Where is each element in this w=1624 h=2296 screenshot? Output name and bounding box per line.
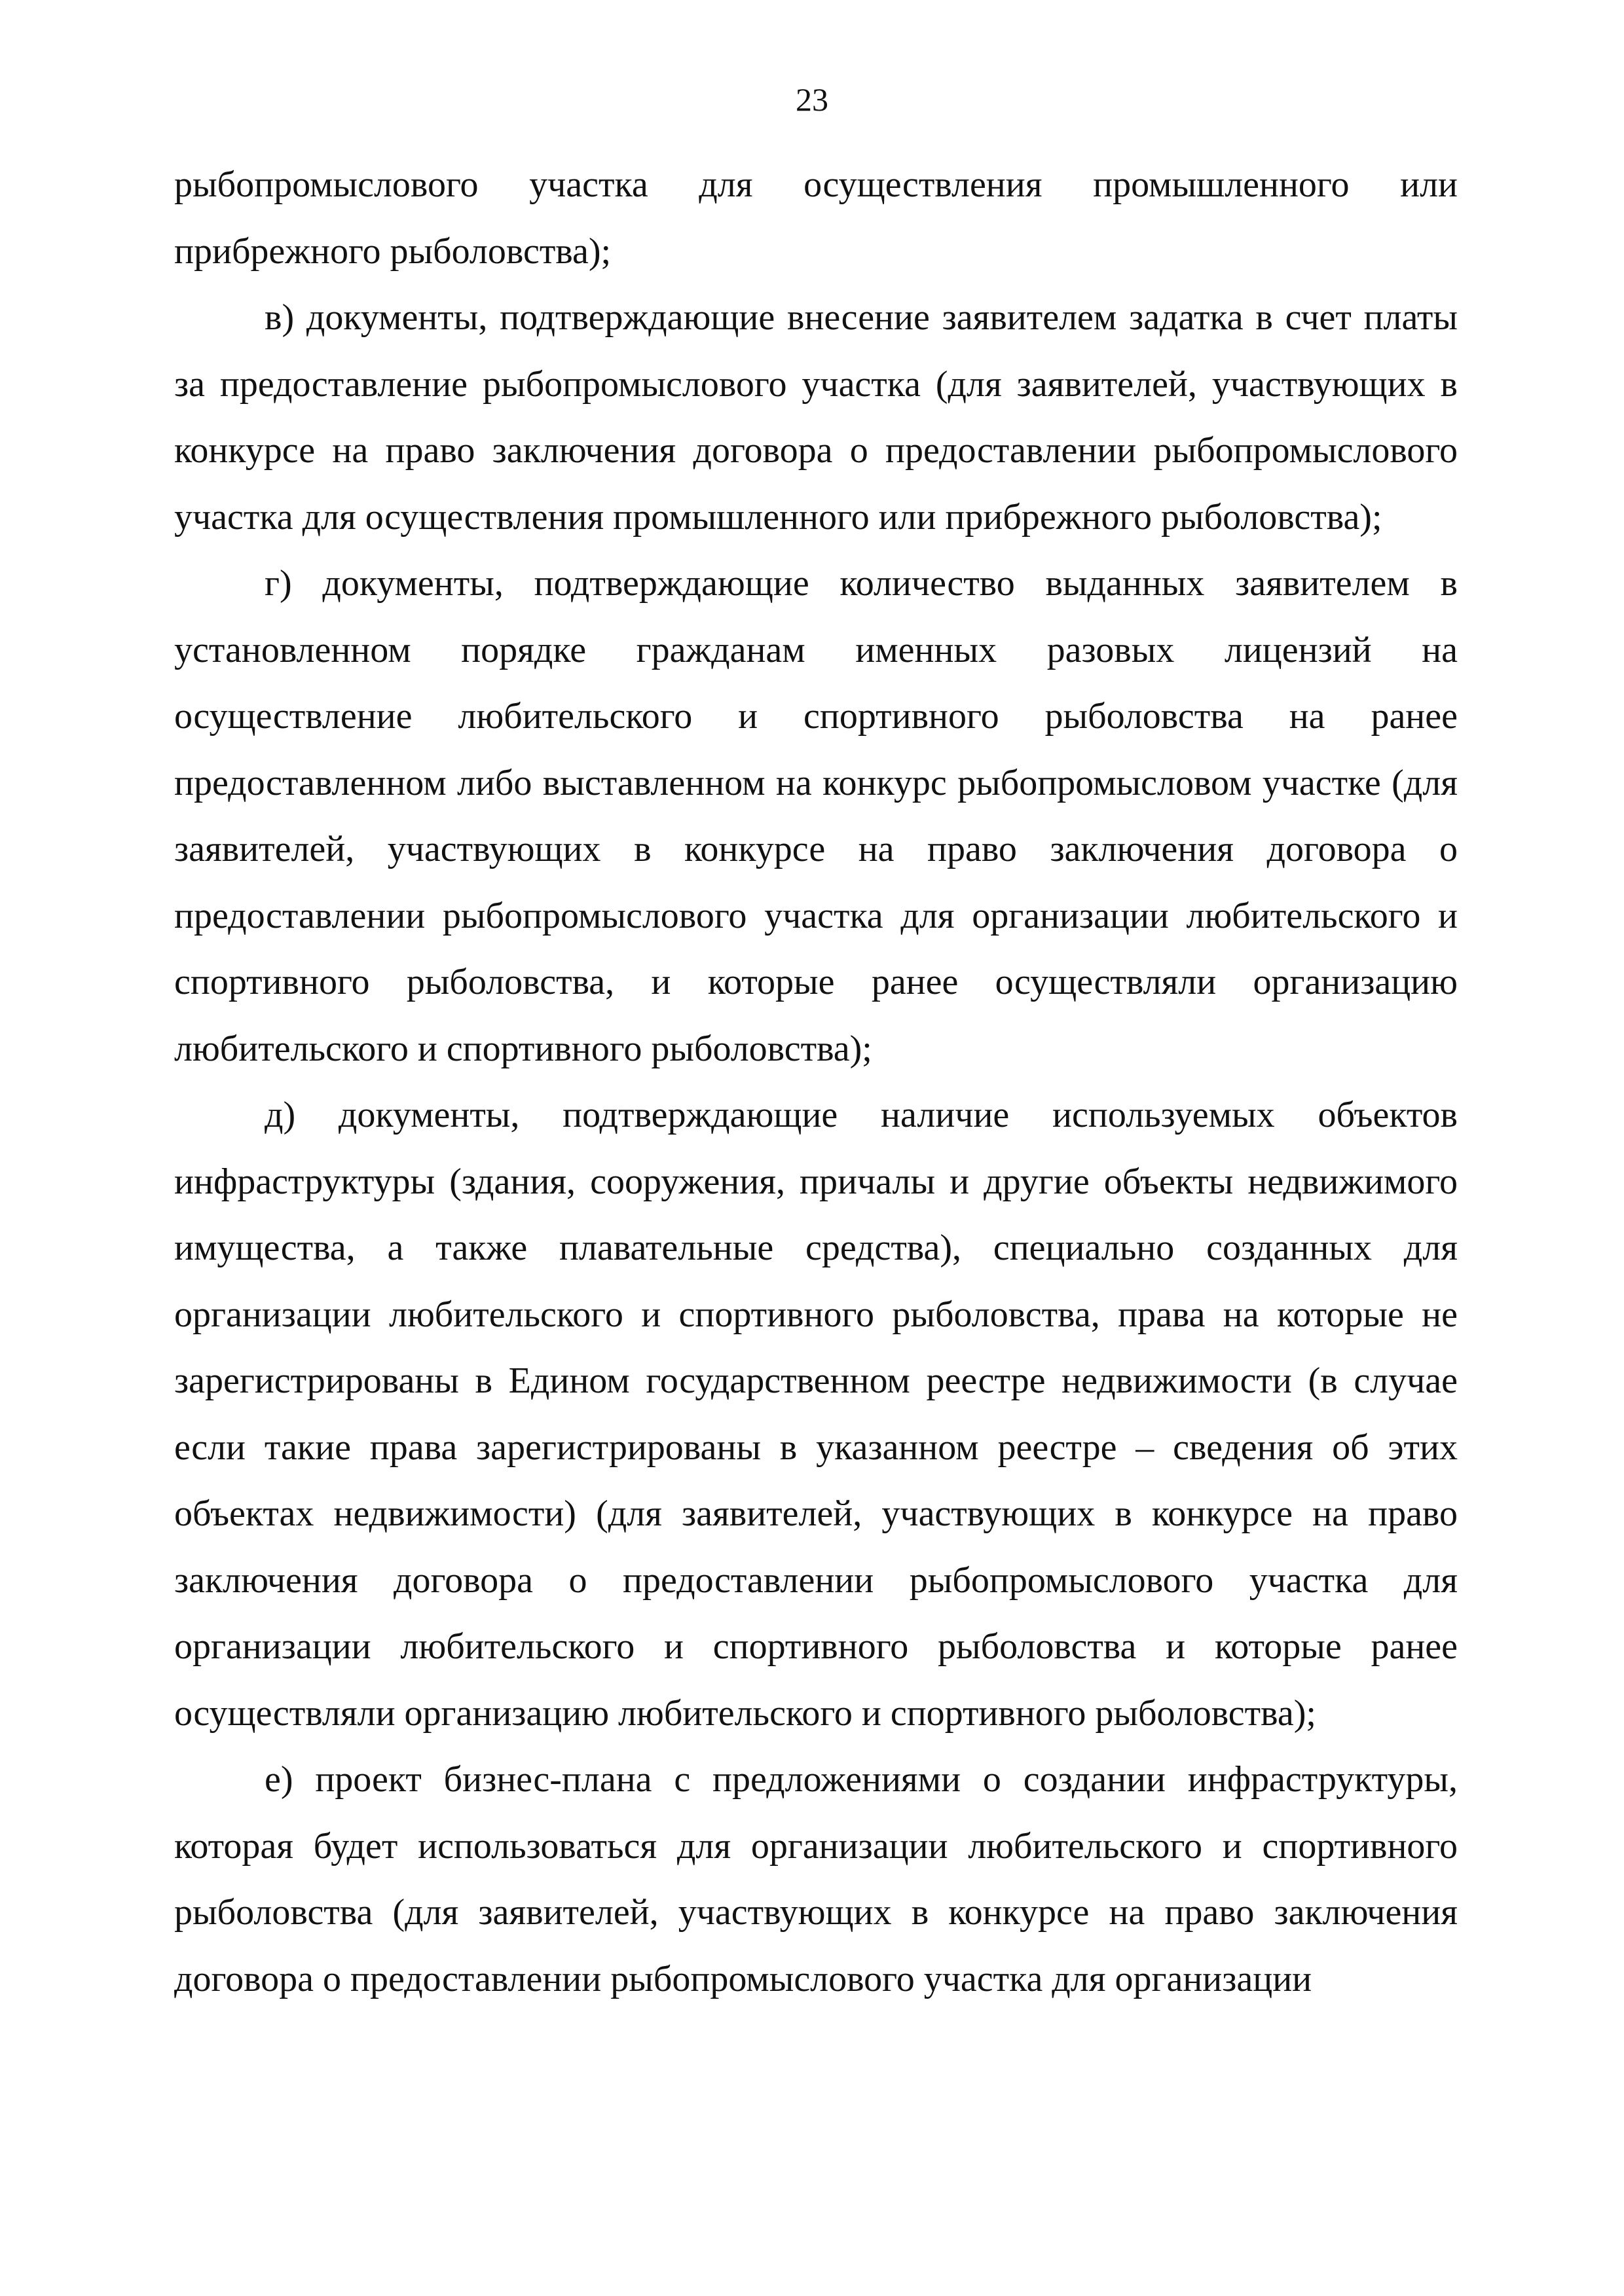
paragraph-item-d: д) документы, подтверждающие наличие используемых объектов инфраструктуры (здания, сооружения, причалы и другие объекты недвижимого имущества, а также плавательные средства), специально созданных для организации любительского и спортивного рыболовства, права на которые не зарегистрированы в Едином государственном реестре недвижимости (в случае если такие права зарегистрированы в указанном реестре – сведения об этих объектах недвижимости) (для заявителей, участвующих в конкурсе на право заключения договора о предоставлении рыбопромыслового участка для организации любительского и спортивного рыболовства и которые ранее осуществляли организацию любительского и спортивного рыболовства); — [174, 1095, 1458, 1734]
paragraph-continuation: рыбопромыслового участка для осуществления промышленного или прибрежного рыболовства); — [174, 164, 1458, 272]
page-number: 23 — [796, 81, 828, 118]
document-body — [174, 152, 1458, 2013]
paragraph-item-v: в) документы, подтверждающие внесение заявителем задатка в счет платы за предоставление рыбопромыслового участка (для заявителей, участвующих в конкурсе на право заключения договора о предоставлении рыбопромыслового участка для осуществления промышленного или прибрежного рыболовства); — [174, 297, 1458, 538]
paragraph-item-e: е) проект бизнес-плана с предложениями о создании инфраструктуры, которая будет использоваться для организации любительского и спортивного рыболовства (для заявителей, участвующих в конкурсе на право заключения договора о предоставлении рыбопромыслового участка для организации — [174, 1759, 1458, 1999]
paragraph-item-g: г) документы, подтверждающие количество выданных заявителем в установленном порядке гражданам именных разовых лицензий на осуществление любительского и спортивного рыболовства на ранее предоставленном либо выставленном на конкурс рыбопромысловом участке (для заявителей, участвующих в конкурсе на право заключения договора о предоставлении рыбопромыслового участка для организации любительского и спортивного рыболовства, и которые ранее осуществляли организацию любительского и спортивного рыболовства); — [174, 563, 1458, 1069]
